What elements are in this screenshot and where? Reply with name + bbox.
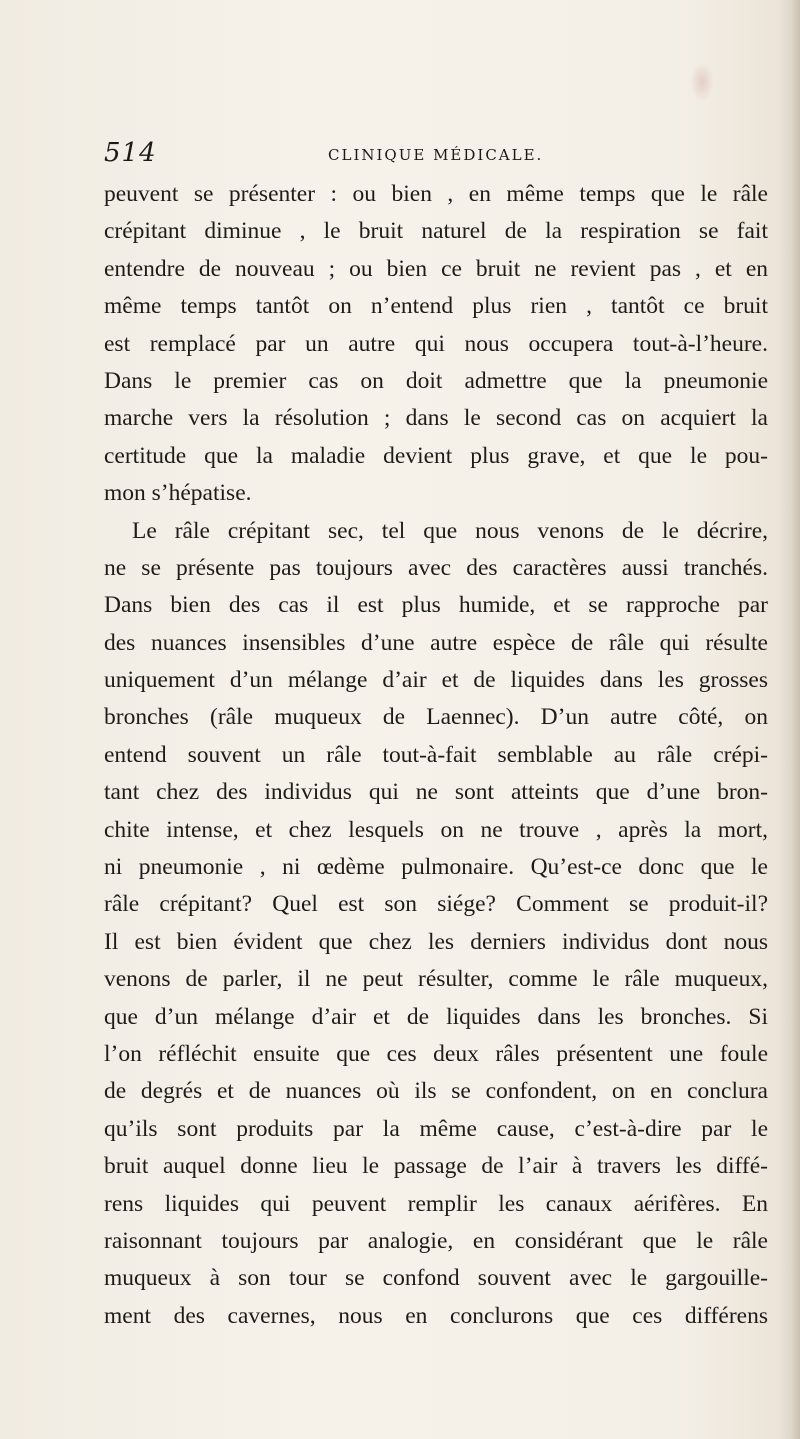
page-header	[104, 138, 704, 172]
text-line: des nuances insensibles d’une autre espèce de râle qui résulte	[104, 629, 768, 656]
text-line: uniquement d’un mélange d’air et de liquides dans les grosses	[104, 667, 768, 694]
text-line: bronches (râle muqueux de Laennec). D’un autre côté, on	[104, 704, 768, 731]
text-line: l’on réfléchit ensuite que ces deux râles présentent une foule	[104, 1040, 768, 1067]
text-line: bruit auquel donne lieu le passage de l’air à travers les diffé-	[104, 1153, 768, 1180]
text-line: râle crépitant? Quel est son siége? Comment se produit-il?	[104, 891, 768, 918]
text-line: peuvent se présenter : ou bien , en même temps que le râle	[104, 181, 768, 207]
text-line: Dans le premier cas on doit admettre que la pneumonie	[104, 367, 768, 394]
body-text	[104, 176, 768, 1335]
page-number: 514	[104, 138, 157, 168]
paper-stain	[690, 62, 714, 102]
text-line: crépitant diminue , le bruit naturel de la respiration se fait	[104, 218, 768, 245]
page-edge-shadow	[778, 0, 800, 1439]
text-line: Le râle crépitant sec, tel que nous venons de le décrire,	[132, 517, 768, 544]
text-line: venons de parler, il ne peut résulter, comme le râle muqueux,	[104, 966, 768, 993]
text-line: mon s’hépatise.	[104, 480, 252, 507]
text-line: ni pneumonie , ni œdème pulmonaire. Qu’est-ce donc que le	[104, 854, 768, 881]
text-line: marche vers la résolution ; dans le second cas on acquiert la	[104, 405, 768, 432]
running-title: CLINIQUE MÉDICALE.	[328, 146, 544, 164]
text-line: tant chez des individus qui ne sont atteints que d’une bron-	[104, 779, 768, 806]
text-line: certitude que la maladie devient plus grave, et que le pou-	[104, 442, 768, 469]
text-line: raisonnant toujours par analogie, en considérant que le râle	[104, 1227, 768, 1254]
text-line: même temps tantôt on n’entend plus rien , tantôt ce bruit	[104, 293, 768, 320]
text-line: ment des cavernes, nous en conclurons que ces différens	[104, 1302, 768, 1329]
text-line: qu’ils sont produits par la même cause, c’est-à-dire par le	[104, 1115, 768, 1142]
text-line: rens liquides qui peuvent remplir les canaux aérifères. En	[104, 1190, 768, 1217]
text-line: Dans bien des cas il est plus humide, et se rapproche par	[104, 592, 768, 619]
text-line: chite intense, et chez lesquels on ne trouve , après la mort,	[104, 816, 768, 843]
text-line: muqueux à son tour se confond souvent avec le gargouille-	[104, 1265, 768, 1292]
text-line: ne se présente pas toujours avec des caractères aussi tranchés.	[104, 554, 768, 581]
text-line: est remplacé par un autre qui nous occupera tout-à-l’heure.	[104, 330, 768, 357]
text-line: de degrés et de nuances où ils se confondent, on en conclura	[104, 1078, 768, 1105]
text-line: entendre de nouveau ; ou bien ce bruit ne revient pas , et en	[104, 255, 768, 282]
text-line: entend souvent un râle tout-à-fait semblable au râle crépi-	[104, 741, 768, 768]
text-line: Il est bien évident que chez les derniers individus dont nous	[104, 928, 768, 955]
text-line: que d’un mélange d’air et de liquides dans les bronches. Si	[104, 1003, 768, 1030]
